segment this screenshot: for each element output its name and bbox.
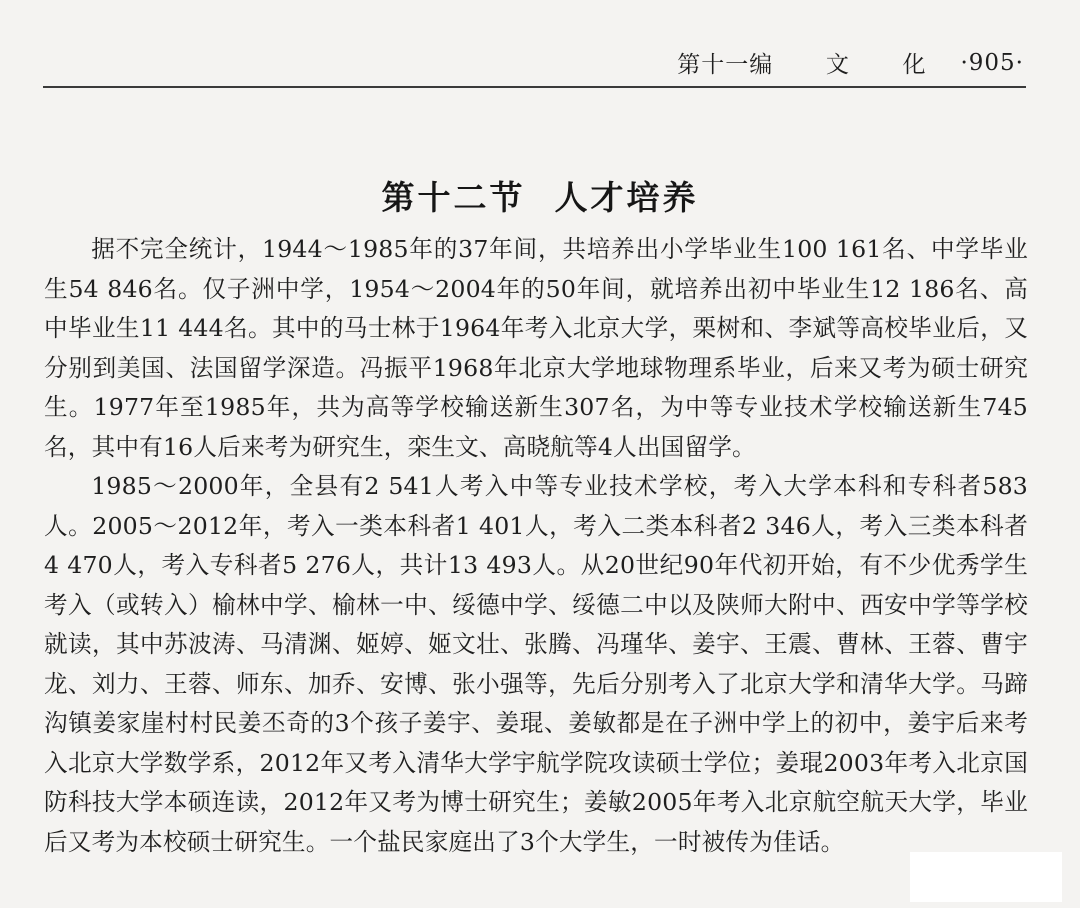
page-number: ·905· — [960, 49, 1024, 76]
body-text — [44, 230, 1028, 862]
paragraph-2: 1985～2000年，全县有2 541人考入中等专业技术学校，考入大学本科和专科者583人。2005～2012年，考入一类本科者1 401人，考入二类本科者2 346人，考入三类本科者4 470人，考入专科者5 276人，共计13 493人。从20世纪90年代初开始，有不少优秀学生考入（或转入）榆林中学、榆林一中、绥德中学、绥德二中以及陕师大附中、西安中学等学校就读，其中苏波涛、马清渊、姬婷、姬文壮、张腾、冯瑾华、姜宇、王震、曹林、王蓉、曹宇龙、刘力、王蓉、师东、加乔、安博、张小强等，先后分别考入了北京大学和清华大学。马蹄沟镇姜家崖村村民姜丕奇的3个孩子姜宇、姜琨、姜敏都是在子洲中学上的初中，姜宇后来考入北京大学数学系，2012年又考入清华大学宇航学院攻读硕士学位；姜琨2003年考入北京国防科技大学本硕连读，2012年又考为博士研究生；姜敏2005年考入北京航空航天大学，毕业后又考为本校硕士研究生。一个盐民家庭出了3个大学生，一时被传为佳话。 — [44, 472, 1028, 856]
section-title: 第十二节 人才培养 — [381, 178, 699, 218]
running-head-chapter: 第十一编 文 化 — [677, 52, 927, 78]
header-rule — [43, 86, 1026, 88]
paragraph-1: 据不完全统计，1944～1985年的37年间，共培养出小学毕业生100 161名、中学毕业生54 846名。仅子洲中学，1954～2004年的50年间，就培养出初中毕业生12 186名、高中毕业生11 444名。其中的马士林于1964年考入北京大学，栗树和、李斌等高校毕业后，又分别到美国、法国留学深造。冯振平1968年北京大学地球物理系毕业，后来又考为硕士研究生。1977年至1985年，共为高等学校输送新生307名，为中等专业技术学校输送新生745名，其中有16人后来考为研究生，栾生文、高晓航等4人出国留学。 — [44, 235, 1028, 461]
corner-blank-patch — [910, 852, 1062, 902]
running-head — [640, 46, 1024, 79]
